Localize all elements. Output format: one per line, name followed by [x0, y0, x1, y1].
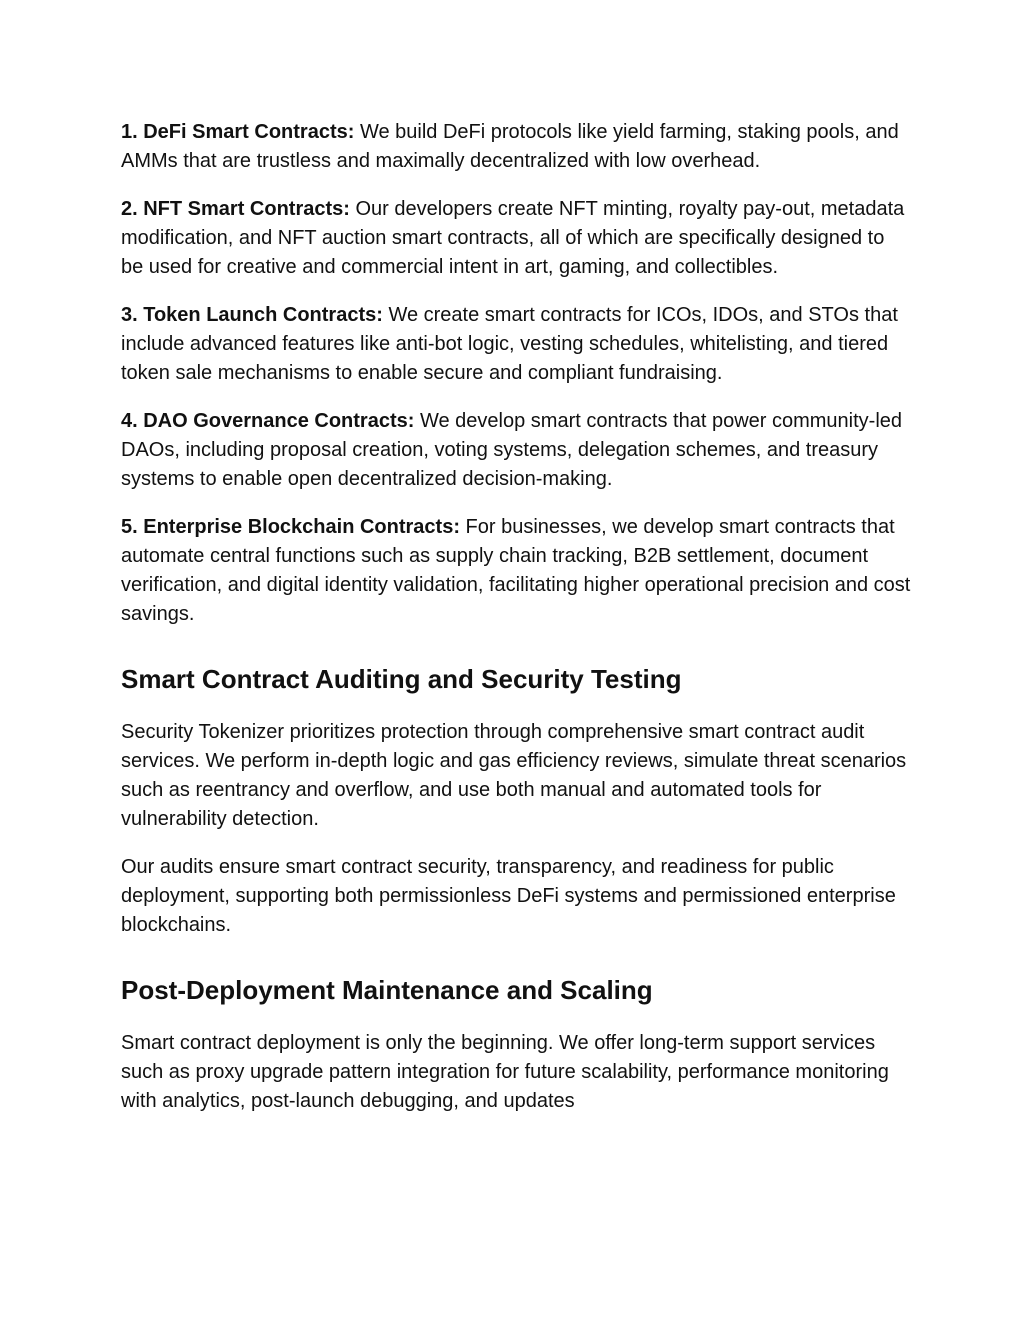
document-page	[121, 118, 911, 1135]
item-label: 4. DAO Governance Contracts:	[121, 410, 415, 432]
auditing-paragraph-1: Security Tokenizer prioritizes protection through comprehensive smart contract audit services. We perform in-depth logic and gas efficiency reviews, simulate threat scenarios such as reentrancy and overflow, and use both manual and automated tools for vulnerability detection.	[121, 721, 907, 830]
list-item-defi	[121, 118, 911, 176]
auditing-paragraph-2: Our audits ensure smart contract security, transparency, and readiness for public deployment, supporting both permissionless DeFi systems and permissioned enterprise blockchains.	[121, 856, 896, 936]
maintenance-heading: Post-Deployment Maintenance and Scaling	[121, 975, 653, 1005]
item-text: For businesses, we develop smart contracts that automate central functions such as supply chain tracking, B2B settlement, document verification, and digital identity validation, facilitating higher operational precision and cost savings.	[121, 516, 911, 625]
list-item-enterprise	[121, 513, 911, 629]
item-label: 2. NFT Smart Contracts:	[121, 198, 350, 220]
item-text: We create smart contracts for ICOs, IDOs, and STOs that include advanced features like anti-bot logic, vesting schedules, whitelisting, and tiered token sale mechanisms to enable secure and compliant fundraising.	[121, 304, 898, 384]
item-label: 5. Enterprise Blockchain Contracts:	[121, 516, 460, 538]
list-item-nft	[121, 195, 911, 282]
maintenance-paragraph-1: Smart contract deployment is only the beginning. We offer long-term support services such as proxy upgrade pattern integration for future scalability, performance monitoring with analytics, post-launch debugging, and updates	[121, 1032, 889, 1112]
item-text: We develop smart contracts that power community-led DAOs, including proposal creation, voting systems, delegation schemes, and treasury systems to enable open decentralized decision-making.	[121, 410, 903, 490]
list-item-dao	[121, 407, 911, 494]
item-text: Our developers create NFT minting, royalty pay-out, metadata modification, and NFT auction smart contracts, all of which are specifically designed to be used for creative and commercial intent in art, gaming, and collectibles.	[121, 198, 905, 278]
list-item-token-launch	[121, 301, 911, 388]
item-text: We build DeFi protocols like yield farming, staking pools, and AMMs that are trustless and maximally decentralized with low overhead.	[121, 121, 899, 172]
auditing-heading: Smart Contract Auditing and Security Testing	[121, 664, 682, 694]
item-label: 1. DeFi Smart Contracts:	[121, 121, 355, 143]
item-label: 3. Token Launch Contracts:	[121, 304, 383, 326]
